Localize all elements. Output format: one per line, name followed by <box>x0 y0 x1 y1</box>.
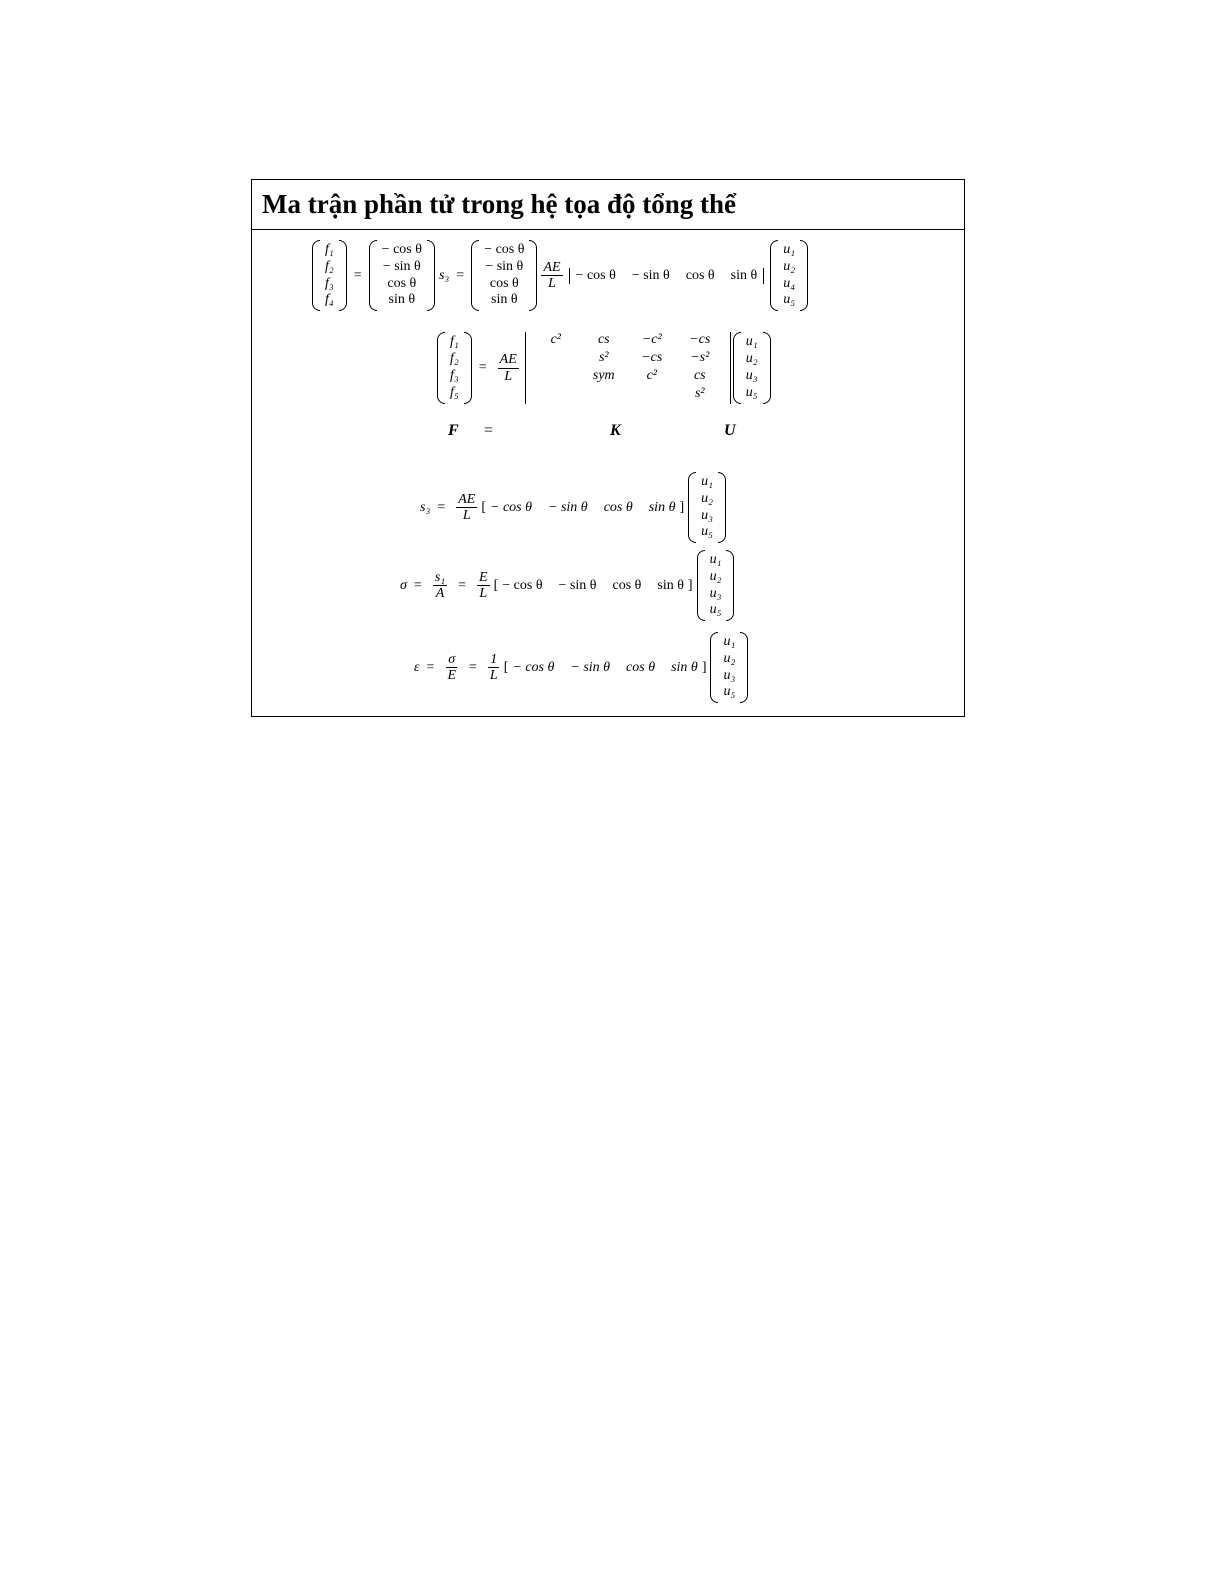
direction-vector <box>471 240 537 311</box>
matrix-cell <box>532 350 580 368</box>
stress-symbol: σ <box>400 577 407 593</box>
row-entry: cos θ <box>612 577 642 593</box>
row-entry: − sin θ <box>548 499 588 515</box>
force-vector <box>312 240 347 311</box>
row-entry: − cos θ <box>575 267 616 283</box>
equation-4 <box>400 550 734 621</box>
vector-entry: u₅ <box>783 292 796 308</box>
denominator: L <box>489 668 498 684</box>
vector-entry: u₃ <box>745 368 758 383</box>
vector-entry: − sin θ <box>485 258 524 274</box>
vector-entry: sin θ <box>388 292 416 308</box>
label-k: K <box>610 422 621 439</box>
row-vector <box>498 578 688 594</box>
equals-sign: = <box>458 577 467 593</box>
vector-entry: u₁ <box>783 242 796 257</box>
label-f: F <box>448 422 459 439</box>
equals-sign: = <box>437 499 446 515</box>
fraction <box>498 352 519 384</box>
fraction <box>488 652 500 684</box>
vector-entry: f₂ <box>450 351 459 367</box>
displacement-vector <box>733 332 771 403</box>
row-entry: sin θ <box>730 267 758 283</box>
displacement-vector <box>688 472 726 543</box>
row-vector <box>567 268 767 284</box>
vector-entry: u₄ <box>783 275 796 291</box>
vector-entry: u₅ <box>701 524 713 540</box>
numerator: E <box>479 569 488 585</box>
denominator: L <box>479 586 488 602</box>
vector-entry: f₁ <box>450 334 459 350</box>
displacement-vector <box>770 240 808 311</box>
row-entry: − sin θ <box>631 267 670 283</box>
equation-1 <box>312 240 808 311</box>
matrix-cell: cs <box>693 368 706 383</box>
bracket-close: ] <box>687 577 693 593</box>
slide <box>251 179 965 717</box>
vector-entry: u₃ <box>723 667 736 683</box>
equals-sign: = <box>413 577 422 593</box>
vector-entry: u₂ <box>723 650 736 666</box>
vector-entry: f₃ <box>450 368 459 383</box>
equals-sign: = <box>469 659 477 675</box>
vector-entry: u₁ <box>701 474 713 489</box>
slide-title: Ma trận phần tử trong hệ tọa độ tổng thể <box>262 189 736 219</box>
vector-entry: u₃ <box>701 507 713 523</box>
row-entry: − cos θ <box>502 577 543 593</box>
fraction <box>456 492 477 524</box>
equation-3 <box>420 472 726 543</box>
vector-entry: cos θ <box>489 275 519 291</box>
denominator: A <box>435 586 445 602</box>
numerator: σ <box>448 651 456 667</box>
row-entry: cos θ <box>603 499 633 515</box>
vector-entry: f₄ <box>325 292 334 308</box>
member-force: s₃ <box>420 499 431 515</box>
direction-vector <box>369 240 435 311</box>
vector-entry: u₂ <box>709 568 722 584</box>
vector-entry: f₁ <box>325 242 334 257</box>
matrix-cell: cs <box>597 332 610 347</box>
vector-entry: u₁ <box>745 334 758 350</box>
equals-sign: = <box>478 360 487 375</box>
row-entry: − cos θ <box>490 499 533 515</box>
vector-entry: f₃ <box>325 275 334 291</box>
matrix-cell: −c² <box>641 332 662 347</box>
bracket-open: [ <box>493 577 499 593</box>
matrix-cell <box>580 386 628 404</box>
row-vector <box>486 500 679 516</box>
fraction <box>445 652 458 684</box>
row-entry: cos θ <box>685 267 715 283</box>
displacement-vector <box>710 632 748 703</box>
matrix-cell <box>628 386 676 404</box>
strain-symbol: ε <box>414 659 420 675</box>
matrix-cell: s² <box>694 386 705 401</box>
bracket-open: [ <box>481 499 487 515</box>
vector-entry: sin θ <box>491 292 518 308</box>
stiffness-matrix <box>523 332 733 404</box>
vector-entry: f₂ <box>325 258 334 274</box>
vector-entry: u₅ <box>723 684 736 700</box>
label-u: U <box>724 422 736 439</box>
vector-entry: u₃ <box>709 585 722 601</box>
row-entry: − sin θ <box>558 577 597 593</box>
numerator: 1 <box>490 651 498 667</box>
displacement-vector <box>697 550 735 621</box>
denominator: L <box>548 276 556 292</box>
label-equals: = <box>484 422 494 439</box>
vector-entry: − cos θ <box>381 242 422 257</box>
vector-entry: u₂ <box>701 490 713 506</box>
matrix-cell <box>532 368 580 386</box>
title-bar <box>252 180 964 230</box>
vector-entry: − cos θ <box>484 242 525 257</box>
equation-5 <box>414 632 748 703</box>
equals-sign: = <box>426 659 435 675</box>
vector-entry: u₅ <box>745 384 758 400</box>
fraction <box>433 570 447 602</box>
vector-entry: u₂ <box>745 351 758 367</box>
vector-entry: u₂ <box>783 258 796 274</box>
fraction <box>477 570 490 602</box>
numerator: s₁ <box>434 569 446 585</box>
vector-entry: − sin θ <box>382 258 421 274</box>
equation-2 <box>437 332 771 404</box>
denominator: E <box>447 668 456 684</box>
row-entry: sin θ <box>657 577 684 593</box>
matrix-cell: −s² <box>690 350 710 365</box>
bracket-close: ] <box>679 499 685 515</box>
bracket-open: [ <box>503 659 509 675</box>
fraction <box>541 260 562 292</box>
denominator: L <box>462 508 471 524</box>
vector-entry: cos θ <box>387 275 417 291</box>
matrix-cell <box>532 386 580 404</box>
matrix-cell: −cs <box>689 332 711 347</box>
member-force: s₃ <box>438 267 450 283</box>
matrix-cell: sym <box>592 368 615 383</box>
matrix-cell: c² <box>646 368 657 383</box>
numerator: AE <box>499 352 517 368</box>
row-entry: − cos θ <box>512 659 555 675</box>
vector-entry: u₁ <box>723 634 736 649</box>
denominator: L <box>504 368 513 384</box>
force-vector <box>437 332 472 403</box>
vector-entry: u₁ <box>709 552 722 567</box>
vector-entry: f₅ <box>450 384 459 400</box>
matrix-cell: c² <box>550 332 561 347</box>
row-vector <box>508 660 701 676</box>
vector-entry: u₅ <box>709 602 722 618</box>
bracket-close: ] <box>701 659 707 675</box>
equals-sign: = <box>353 267 362 283</box>
matrix-cell: −cs <box>641 350 663 365</box>
numerator: AE <box>458 491 476 507</box>
row-entry: cos θ <box>626 659 656 675</box>
row-entry: − sin θ <box>570 659 611 675</box>
equals-sign: = <box>456 267 465 283</box>
matrix-cell: s² <box>598 350 609 365</box>
row-entry: sin θ <box>648 499 676 515</box>
row-entry: sin θ <box>671 659 698 675</box>
numerator: AE <box>543 259 561 275</box>
